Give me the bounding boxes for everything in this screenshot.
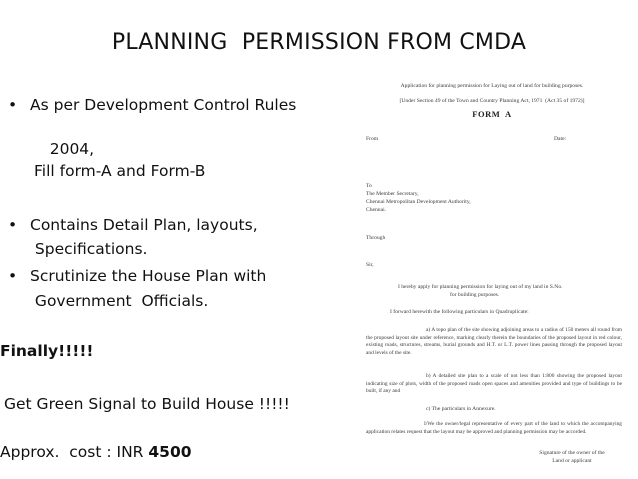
cost-value: 4500: [148, 443, 192, 461]
cost-line: [0, 443, 192, 461]
sub-line-forms: Fill form-A and Form-B: [34, 162, 206, 180]
green-signal-text: Get Green Signal to Build House !!!!!: [4, 395, 290, 413]
form-to-label: To: [366, 183, 372, 189]
bullet-3-line-2: Government Officials.: [30, 292, 209, 310]
form-forward: I forward herewith the following particulars in Quadruplicate:: [390, 309, 529, 315]
form-a-image: [358, 78, 626, 474]
form-item-c: c) The particulars in Annexure.: [426, 406, 496, 412]
form-through: Through: [366, 235, 386, 241]
form-item-a: a) A topo plan of the site showing adjoining areas to a radius of 150 meters all round from the proposed layout site under reference, marking clearly therein the boundaries of the proposed layout in red colour, existing roads, structures, streams, burial grounds and H.T. or L.T. power lines passing through the proposed layout and levels of the site.: [366, 327, 622, 356]
form-declaration: I/We the owner/legal representative of every part of the land to which the accompanying application relates request that the layout may be approved and planning permission may be accorded.: [366, 421, 622, 435]
form-sign-line-1: Signature of the owner of the: [539, 450, 605, 456]
form-date-label: Date:: [554, 136, 567, 142]
form-apply-line-1: I hereby apply for planning permission for laying out of my land in S.No.: [398, 284, 563, 290]
cost-label: Approx. cost : INR: [0, 443, 149, 461]
finally-text: Finally!!!!!: [0, 342, 94, 360]
form-sign-line-2: Land or applicant: [552, 458, 592, 464]
form-section: [Under Section 49 of the Town and Country Planning Act, 1971 (Act 35 of 1972)]: [399, 98, 585, 104]
form-sir: Sir,: [366, 262, 374, 268]
bullet-marker: •: [8, 267, 18, 285]
bullet-marker: •: [8, 96, 18, 114]
form-item-b: b) A detailed site plan to a scale of not less than 1:800 showing the proposed layout indicating size of plots, width of the proposed roads open spaces and amenities provided and type of buildings to be built, if any and: [366, 373, 622, 395]
slide-title: PLANNING PERMISSION FROM CMDA: [111, 30, 527, 55]
bullet-2-line-1: Contains Detail Plan, layouts,: [30, 216, 258, 234]
bullet-marker: •: [8, 216, 18, 234]
bullet-3-line-1: Scrutinize the House Plan with: [30, 267, 267, 285]
form-title: FORM A: [472, 109, 512, 119]
form-to-line-2: Chennai Metropolitan Development Authority,: [366, 199, 471, 205]
bullet-2-line-2: Specifications.: [30, 240, 148, 258]
form-heading: Application for planning permission for Laying out of land for building purposes.: [400, 83, 584, 89]
form-to-line-1: The Member Secretary,: [366, 191, 419, 197]
bullet-1-line-1: As per Development Control Rules: [30, 96, 297, 114]
bullet-1-line-2-text: 2004,: [49, 140, 95, 158]
form-apply-line-2: for building purposes.: [450, 292, 500, 298]
form-to-line-3: Chennai.: [366, 207, 387, 213]
form-from-label: From: [366, 136, 379, 142]
